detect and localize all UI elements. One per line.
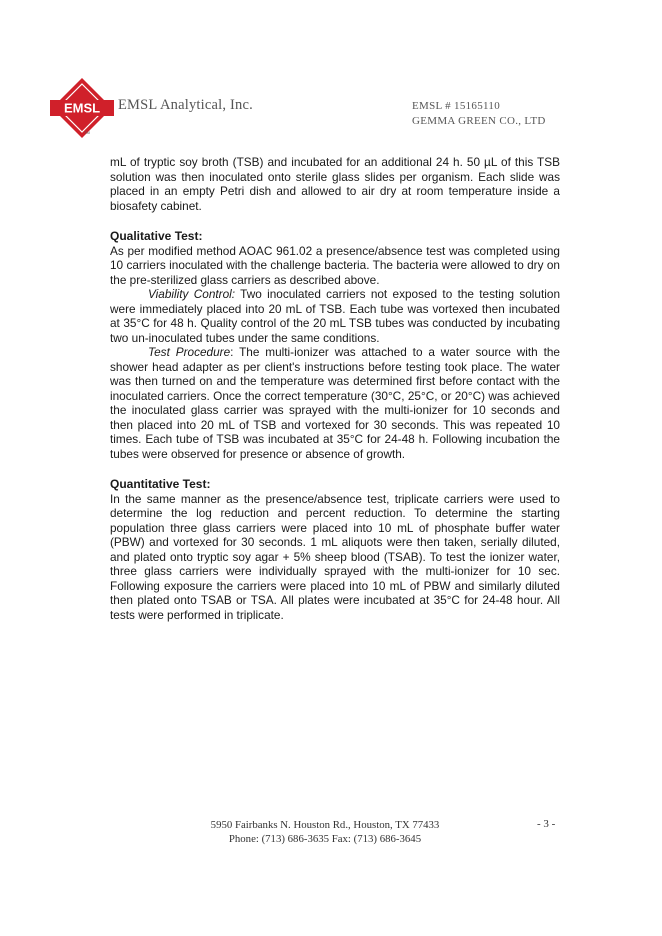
qualitative-paragraph: As per modified method AOAC 961.02 a presence/absence test was completed using 10 carriers inoculated with the challenge bacteria. The bacteria were allowed to dry on the pre-sterilized glass carriers as described above. [110,243,560,287]
logo-text: EMSL [63,100,101,116]
quantitative-heading: Quantitative Test: [110,477,211,491]
viability-text: Two inoculated carriers not exposed to the testing solution were immediately placed into 20 mL of TSB. Each tube was vortexed then incubated at 35°C for 48 h. Quality control of the 20 mL TSB tubes was conducted by incubating two un-inoculated tubes under the same conditions. [110,287,560,345]
logo-tm: TM [84,130,90,135]
report-body [110,155,560,622]
footer [160,818,490,846]
viability-paragraph [110,287,560,345]
procedure-label: Test Procedure [148,345,231,359]
report-number: EMSL # 15165110 [412,100,501,112]
procedure-paragraph [110,345,560,461]
footer-address: 5950 Fairbanks N. Houston Rd., Houston, TX 77433 [210,819,440,831]
footer-phone: Phone: (713) 686-3635 Fax: (713) 686-3645 [228,833,422,845]
procedure-text: : The multi-ionizer was attached to a water source with the shower head adapter as per client's instructions before testing took place. The water was then turned on and the temperature was determined first before contact with the inoculated carriers. Once the correct temperature (30°C, 25°C, or 20°C) was achieved the inoculated glass carrier was sprayed with the multi-ionizer for 10 seconds and then placed into 20 mL of TSB and vortexed for 30 seconds. This was repeated 10 times. Each tube of TSB was incubated at 35°C for 24-48 h. Following incubation the tubes were observed for presence or absence of growth. [110,345,560,461]
page-number: - 3 - [537,818,556,830]
client-name: GEMMA GREEN CO., LTD [412,115,546,127]
qualitative-heading: Qualitative Test: [110,229,203,243]
emsl-logo [50,76,114,140]
viability-label: Viability Control: [148,287,236,301]
company-name: EMSL Analytical, Inc. [118,97,253,113]
quantitative-paragraph: In the same manner as the presence/absence test, triplicate carriers were used to determine the log reduction and percent reduction. To determine the starting population three glass carriers were placed into 10 mL of phosphate buffer water (PBW) and vortexed for 30 seconds. 1 mL aliquots were then taken, serially diluted, and plated onto tryptic soy agar + 5% sheep blood (TSAB). To test the ionizer water, three glass carriers were individually sprayed with the multi-ionizer for 10 sec. Following exposure the carriers were placed into 10 mL of PBW and similarly diluted then plated onto TSAB or TSA. All plates were incubated at 35°C for 24-48 hour. All tests were performed in triplicate. [110,491,560,622]
reference-block [412,99,546,129]
intro-paragraph: mL of tryptic soy broth (TSB) and incubated for an additional 24 h. 50 µL of this TSB solution was then inoculated onto sterile glass slides per organism. Each slide was placed in an empty Petri dish and allowed to air dry at room temperature inside a biosafety cabinet. [110,155,560,213]
